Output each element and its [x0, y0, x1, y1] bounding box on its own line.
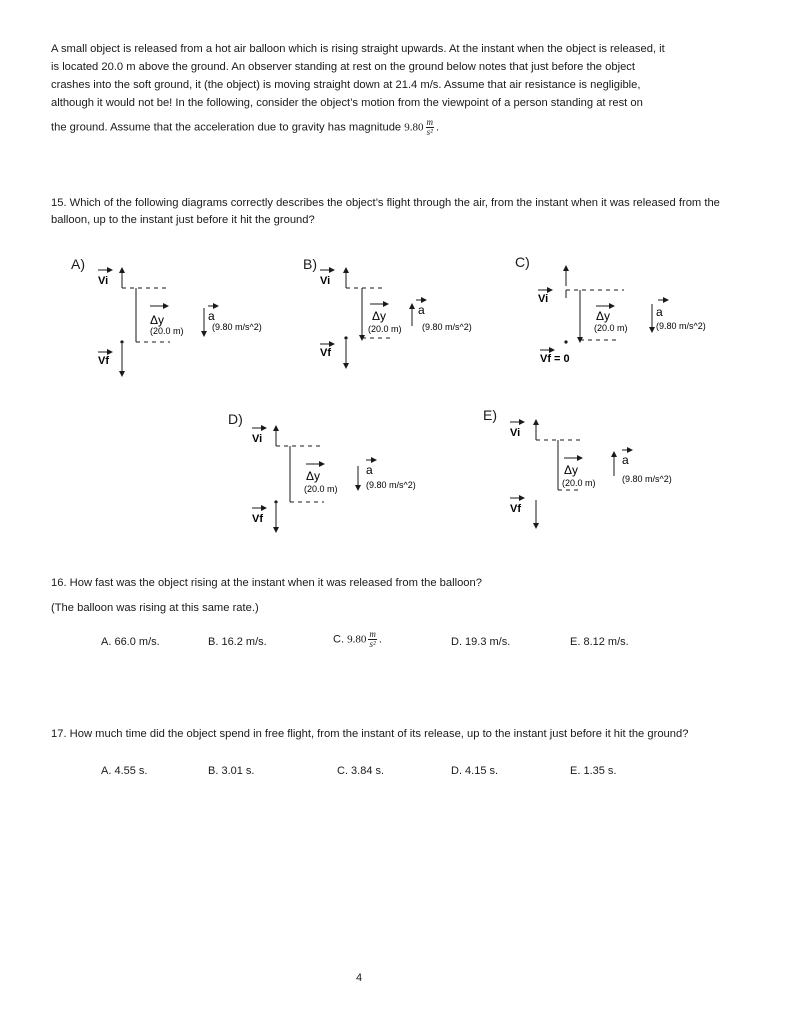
intro-line-5-text: the ground. Assume that the acceleration due to gravity has magnitude: [51, 121, 402, 134]
diagram-d-dy-label: Δy: [306, 469, 321, 483]
q16-option-a[interactable]: A. 66.0 m/s.: [101, 636, 160, 648]
diagram-d-vi-label: Vi: [252, 433, 263, 445]
diagram-c-vf-label: Vf = 0: [540, 353, 570, 365]
diagram-e-letter: E): [483, 407, 497, 423]
q16-option-c[interactable]: [333, 630, 382, 649]
diagram-c-a-value: (9.80 m/s^2): [656, 321, 706, 331]
diagram-d-a-value: (9.80 m/s^2): [366, 480, 416, 490]
question-15: 15. Which of the following diagrams correctly describes the object’s flight through the air, from the instant when it was released from the balloon, up to the instant just before it hit the ground?: [51, 197, 720, 226]
q17-option-a[interactable]: A. 4.55 s.: [101, 765, 148, 777]
diagram-b: [316, 258, 516, 380]
diagram-a-vf-label: Vf: [98, 355, 109, 367]
diagram-b-a-label: a: [418, 303, 425, 317]
diagram-e: [506, 408, 726, 530]
diagram-c-letter: C): [515, 254, 530, 270]
q16-option-c-suffix: .: [378, 633, 382, 646]
intro-line-3: crashes into the soft ground, it (the object) is moving straight down at 21.4 m/s. Assume that air resistance is negligible,: [51, 79, 641, 91]
question-16-line-2: (The balloon was rising at this same rate.): [51, 602, 259, 614]
intro-line-4: although it would not be! In the following, consider the object’s motion from the viewpoint of a person standing at rest on: [51, 97, 643, 109]
diagram-a-letter: A): [71, 256, 85, 272]
diagram-b-a-value: (9.80 m/s^2): [422, 322, 472, 332]
diagram-d-a-label: a: [366, 463, 373, 477]
q16-option-c-value: 9.80: [347, 633, 367, 646]
gravity-value: 9.80: [404, 121, 424, 134]
q16-option-c-prefix: C.: [333, 633, 344, 646]
q16-option-c-unit-num: m: [369, 629, 376, 639]
q16-option-e[interactable]: E. 8.12 m/s.: [570, 636, 629, 648]
q17-option-c[interactable]: C. 3.84 s.: [337, 765, 385, 777]
diagram-e-dy-value: (20.0 m): [562, 478, 596, 488]
gravity-unit-num: m: [426, 117, 433, 127]
question-17: 17. How much time did the object spend in free flight, from the instant of its release, up to the instant just before it hit the ground?: [51, 728, 689, 740]
diagram-c-dy-value: (20.0 m): [594, 323, 628, 333]
page-number: 4: [356, 972, 363, 984]
diagram-a: [90, 258, 290, 380]
q16-option-c-unit: [368, 630, 377, 649]
gravity-unit: [426, 118, 435, 137]
diagram-a-a-label: a: [208, 309, 215, 323]
gravity-period: .: [436, 121, 440, 134]
question-16-line-1: 16. How fast was the object rising at the instant when it was released from the balloon?: [51, 577, 482, 589]
diagram-b-vi-label: Vi: [320, 275, 331, 287]
diagram-b-vf-label: Vf: [320, 347, 331, 359]
q16-option-b[interactable]: B. 16.2 m/s.: [208, 636, 267, 648]
q17-option-e[interactable]: E. 1.35 s.: [570, 765, 617, 777]
diagram-a-dy-value: (20.0 m): [150, 326, 184, 336]
diagram-d-letter: D): [228, 411, 243, 427]
diagram-c: [532, 262, 752, 372]
diagram-b-letter: B): [303, 256, 317, 272]
diagram-b-dy-value: (20.0 m): [368, 324, 402, 334]
intro-line-1: A small object is released from a hot air balloon which is rising straight upwards. At the instant when the object is released, it: [51, 43, 665, 55]
q16-option-c-unit-den: s²: [369, 639, 376, 649]
q16-option-d[interactable]: D. 19.3 m/s.: [451, 636, 511, 648]
diagram-d: [246, 412, 466, 534]
diagram-b-dy-label: Δy: [372, 309, 387, 323]
intro-paragraph: [51, 40, 741, 137]
diagram-a-dy-label: Δy: [150, 313, 165, 327]
diagram-c-a-label: a: [656, 305, 663, 319]
diagram-e-dy-label: Δy: [564, 463, 579, 477]
diagram-e-a-value: (9.80 m/s^2): [622, 474, 672, 484]
diagram-c-dy-label: Δy: [596, 309, 611, 323]
intro-line-5: [51, 118, 741, 137]
diagram-e-a-label: a: [622, 453, 629, 467]
q17-option-b[interactable]: B. 3.01 s.: [208, 765, 255, 777]
diagram-d-vf-label: Vf: [252, 513, 263, 525]
diagram-e-vi-label: Vi: [510, 427, 521, 439]
diagram-d-dy-value: (20.0 m): [304, 484, 338, 494]
diagram-c-vi-label: Vi: [538, 293, 549, 305]
diagram-a-a-value: (9.80 m/s^2): [212, 322, 262, 332]
diagram-e-vf-label: Vf: [510, 503, 521, 515]
diagram-a-vi-label: Vi: [98, 275, 109, 287]
intro-line-2: is located 20.0 m above the ground. An observer standing at rest on the ground below notes that just before the object: [51, 61, 635, 73]
q17-option-d[interactable]: D. 4.15 s.: [451, 765, 499, 777]
gravity-unit-den: s²: [426, 127, 433, 137]
